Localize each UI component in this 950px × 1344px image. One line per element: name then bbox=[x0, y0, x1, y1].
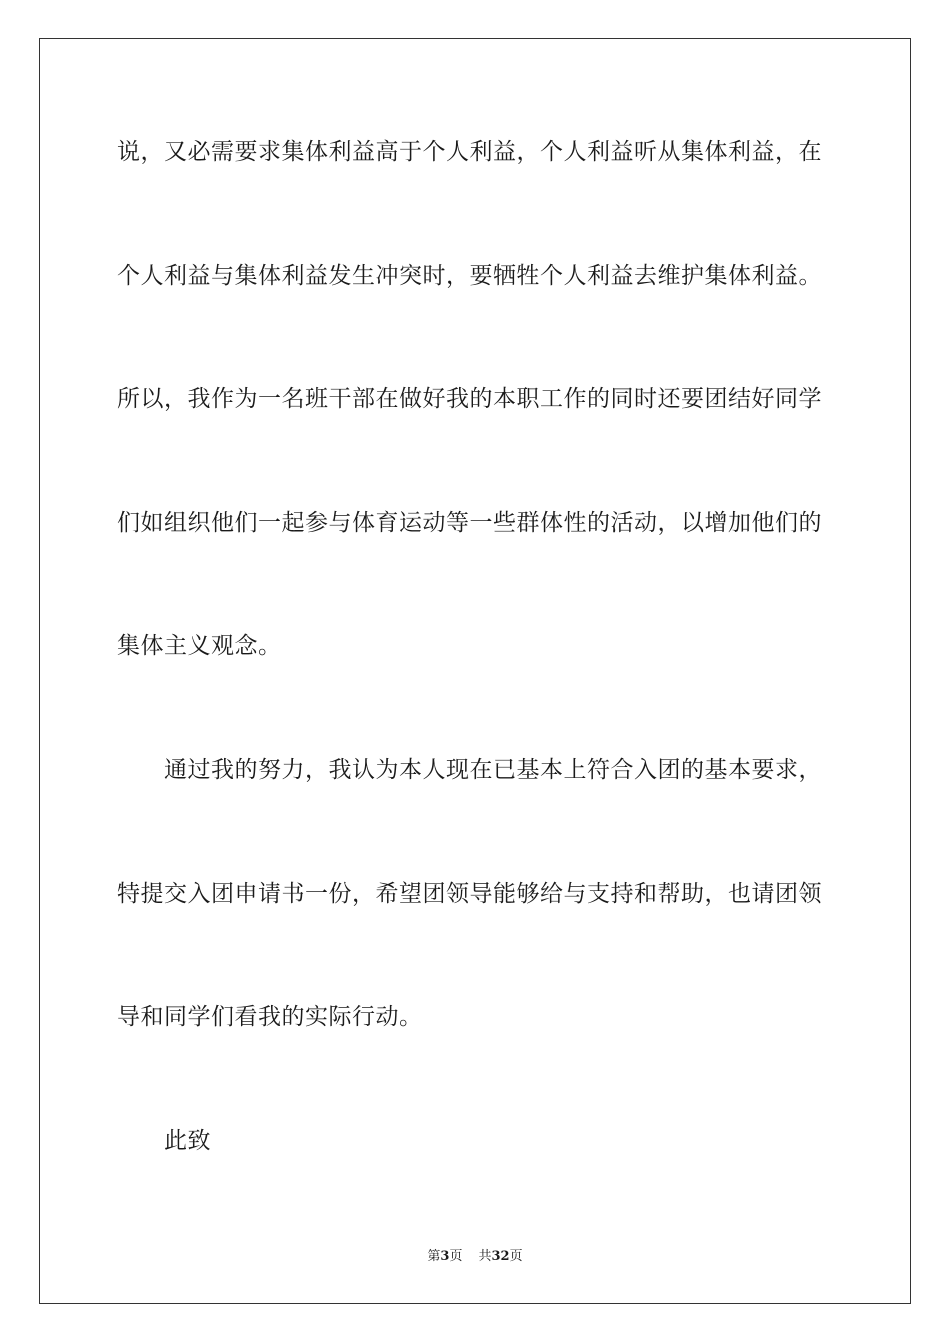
body-text-line: 特提交入团申请书一份，希望团领导能够给与支持和帮助，也请团领 bbox=[117, 881, 822, 907]
total-pages: 32 bbox=[491, 1249, 510, 1264]
body-text-line: 们如组织他们一起参与体育运动等一些群体性的活动，以增加他们的 bbox=[117, 510, 822, 536]
page-prefix: 第 bbox=[427, 1249, 441, 1264]
total-prefix: 共 bbox=[478, 1249, 492, 1264]
page-number: 3 bbox=[440, 1249, 450, 1264]
page-frame bbox=[39, 38, 911, 1304]
body-text-line: 集体主义观念。 bbox=[117, 633, 282, 659]
page-footer bbox=[0, 1248, 950, 1266]
page-suffix: 页 bbox=[449, 1249, 463, 1264]
total-suffix: 页 bbox=[509, 1249, 523, 1264]
body-text-line: 所以，我作为一名班干部在做好我的本职工作的同时还要团结好同学 bbox=[117, 386, 822, 412]
closing-salutation: 此致 bbox=[164, 1128, 211, 1154]
body-text-line: 通过我的努力，我认为本人现在已基本上符合入团的基本要求， bbox=[164, 757, 822, 783]
body-text-line: 导和同学们看我的实际行动。 bbox=[117, 1004, 423, 1030]
body-text-line: 个人利益与集体利益发生冲突时，要牺牲个人利益去维护集体利益。 bbox=[117, 263, 822, 289]
body-text-line: 说，又必需要求集体利益高于个人利益，个人利益听从集体利益，在 bbox=[117, 139, 822, 165]
